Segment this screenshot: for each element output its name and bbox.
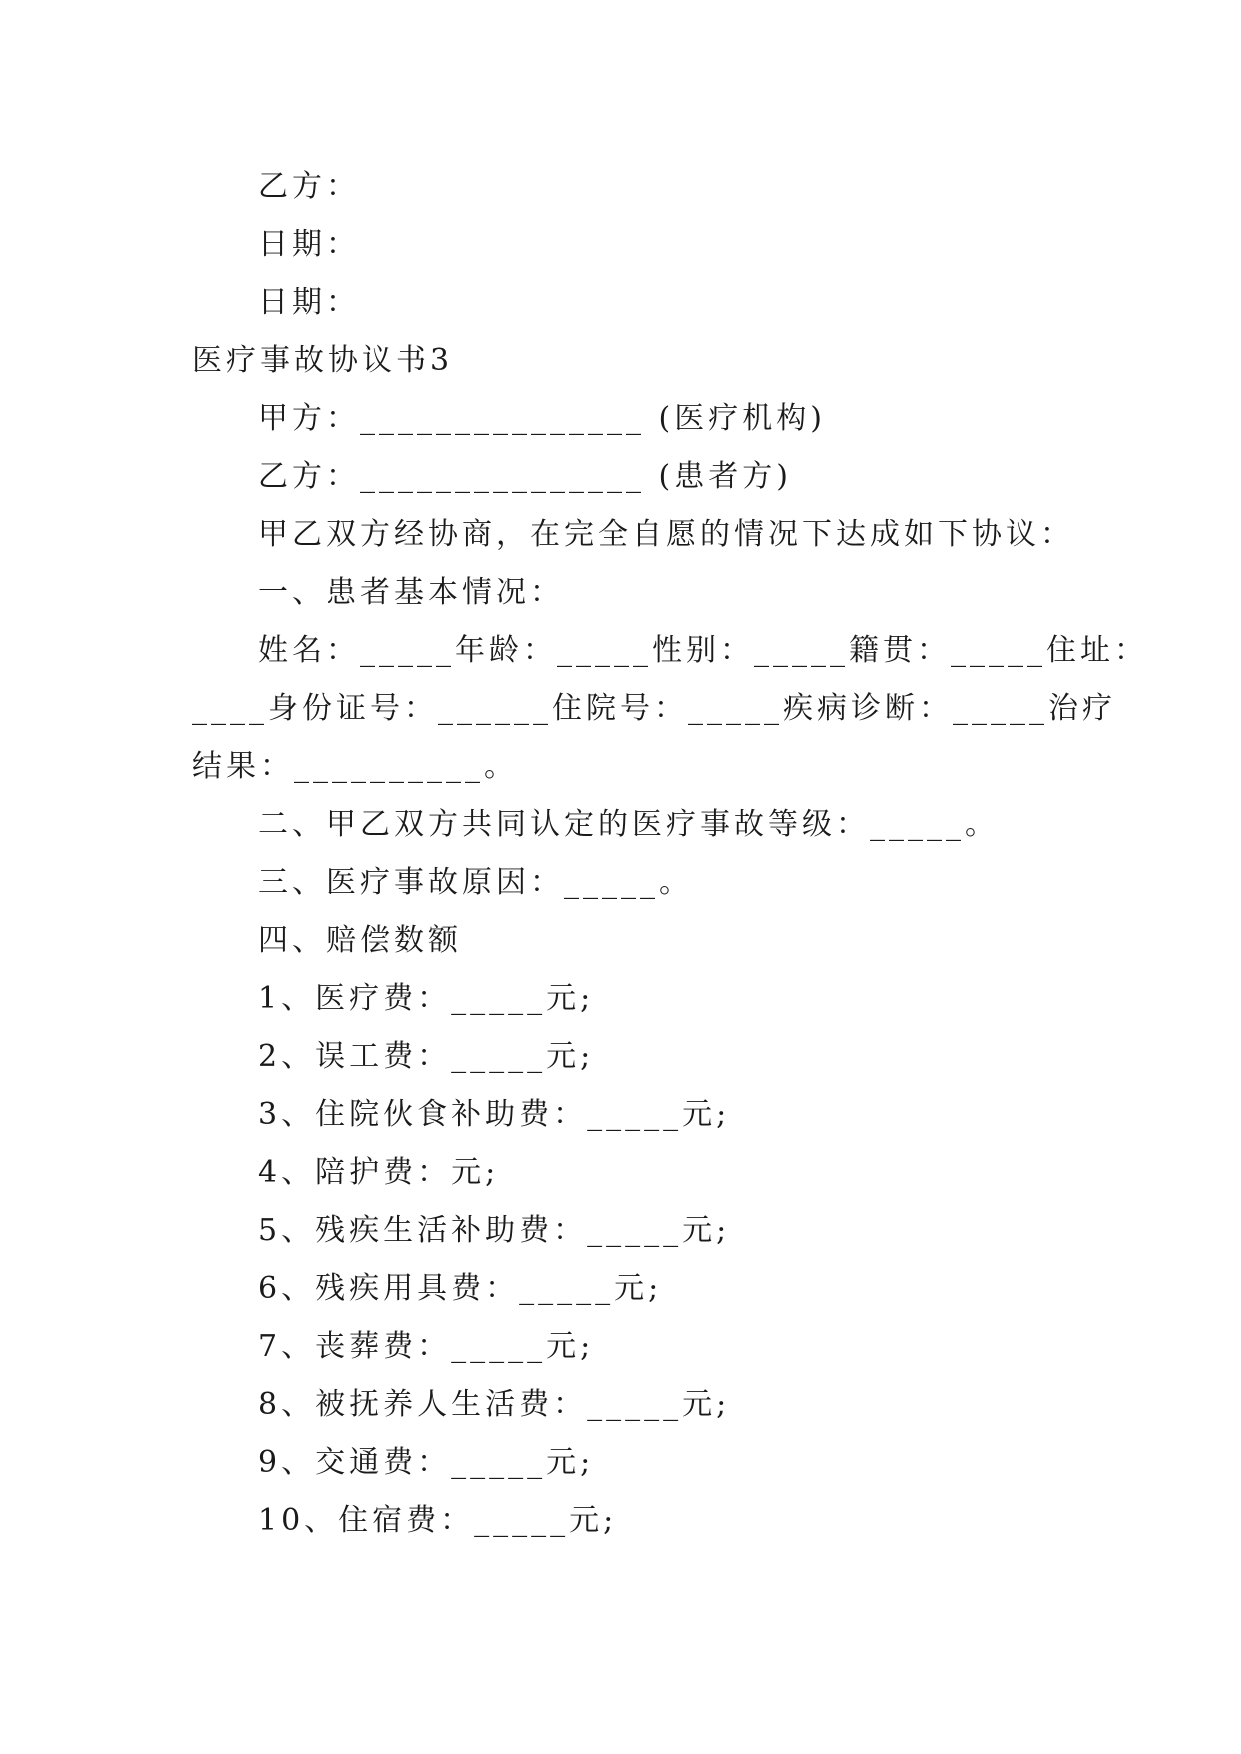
- compensation-item: 10、住宿费：_____元;: [258, 1503, 618, 1538]
- compensation-item: 9、交通费：_____元;: [258, 1445, 595, 1480]
- date-label-2: 日期：: [258, 285, 360, 320]
- compensation-item: 3、住院伙食补助费：_____元;: [258, 1097, 731, 1132]
- compensation-item: 4、陪护费：元;: [258, 1155, 500, 1190]
- compensation-item: 6、残疾用具费：_____元;: [258, 1271, 663, 1306]
- document-title: 医疗事故协议书3: [192, 343, 454, 378]
- intro-paragraph: 甲乙双方经协商，在完全自愿的情况下达成如下协议：: [258, 517, 1074, 552]
- compensation-item: 5、残疾生活补助费：_____元;: [258, 1213, 731, 1248]
- section-2: 二、甲乙双方共同认定的医疗事故等级：_____。: [258, 807, 999, 842]
- party-b-line: 乙方：_______________ (患者方): [258, 459, 792, 494]
- section-4-heading: 四、赔偿数额: [258, 923, 462, 958]
- party-b-label: 乙方：: [258, 169, 360, 204]
- party-a-line: 甲方：_______________ (医疗机构): [258, 401, 826, 436]
- patient-info-line-2: ____身份证号：______住院号：_____疾病诊断：_____治疗: [192, 691, 1116, 726]
- compensation-item: 1、医疗费：_____元;: [258, 981, 595, 1016]
- date-label-1: 日期：: [258, 227, 360, 262]
- section-1-heading: 一、患者基本情况：: [258, 575, 564, 610]
- patient-info-line-1: 姓名：_____年龄：_____性别：_____籍贯：_____住址：: [258, 633, 1148, 668]
- compensation-item: 8、被抚养人生活费：_____元;: [258, 1387, 731, 1422]
- section-3: 三、医疗事故原因：_____。: [258, 865, 693, 900]
- patient-info-line-3: 结果：__________。: [192, 749, 518, 784]
- compensation-item: 2、误工费：_____元;: [258, 1039, 595, 1074]
- compensation-item: 7、丧葬费：_____元;: [258, 1329, 595, 1364]
